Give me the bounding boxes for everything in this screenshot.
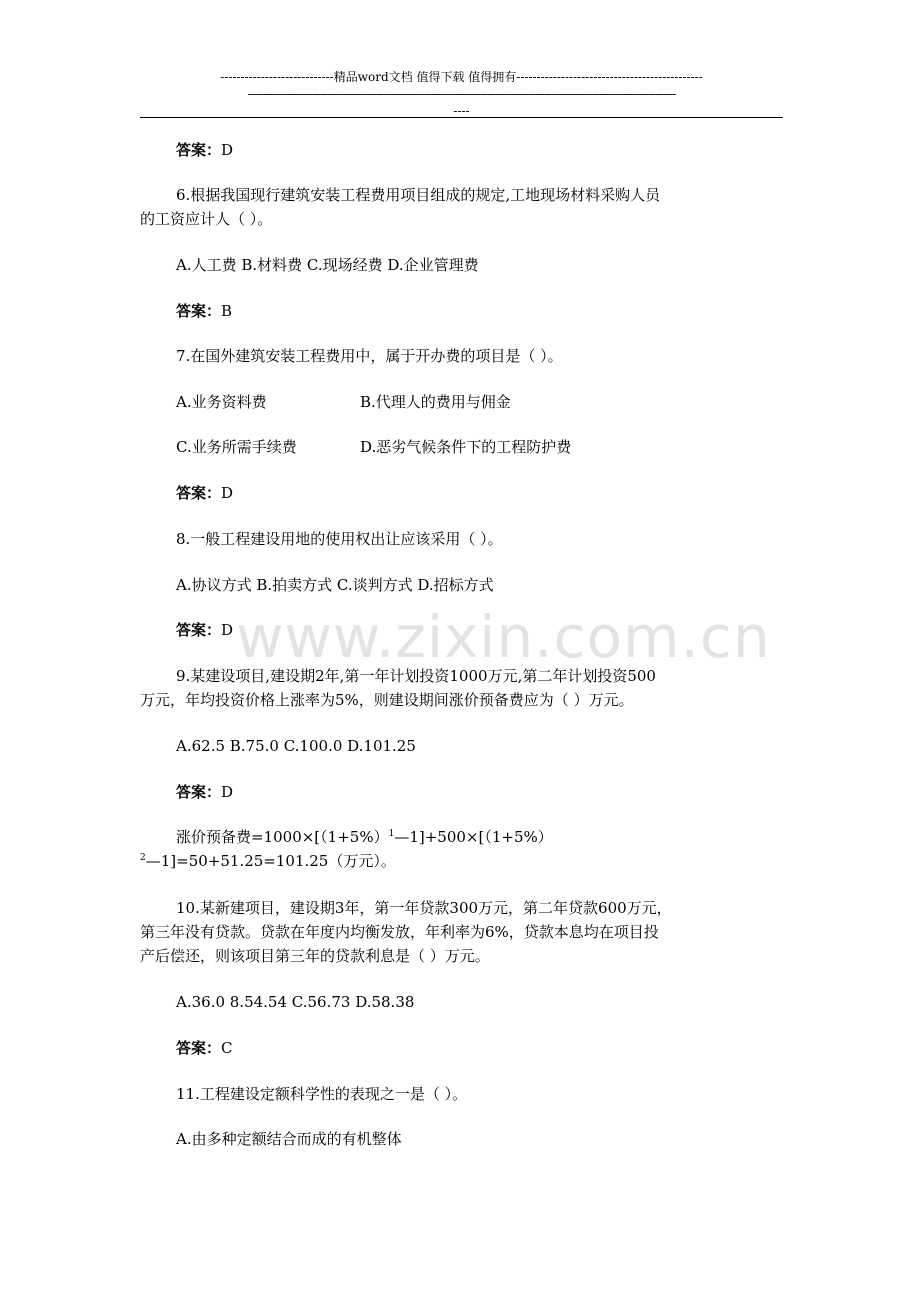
- question-10-line-2: 第三年没有贷款。贷款在年度内均衡发放，年利率为6%，贷款本息均在项目投: [140, 923, 659, 941]
- question-6-line-1: 6.根据我国现行建筑安装工程费用项目组成的规定,工地现场材料采购人员: [176, 186, 661, 204]
- question-7-line-1: 7.在国外建筑安装工程费用中，属于开办费的项目是（ ）。: [176, 347, 563, 365]
- answer-7: 答案：D: [176, 484, 234, 502]
- question-8-options: A.协议方式 B.拍卖方式 C.谈判方式 D.招标方式: [176, 576, 494, 594]
- answer-5: 答案：D: [176, 141, 234, 159]
- question-6-options: A.人工费 B.材料费 C.现场经费 D.企业管理费: [176, 256, 479, 274]
- question-11-line-1: 11.工程建设定额科学性的表现之一是（ ）。: [176, 1085, 468, 1103]
- question-9-line-2: 万元，年均投资价格上涨率为5%，则建设期间涨价预备费应为（ ）万元。: [140, 691, 634, 709]
- question-6-line-2: 的工资应计人（ ）。: [140, 210, 273, 228]
- header-line-2: --------------------------------------------------------------------------------------------------------------------------------------------: [247, 87, 676, 101]
- question-7-option-a: A.业务资料费: [176, 393, 267, 411]
- question-10-line-3: 产后偿还，则该项目第三年的贷款利息是（ ）万元。: [140, 947, 490, 965]
- answer-9: 答案：D: [176, 783, 234, 801]
- question-10-line-1: 10.某新建项目，建设期3年，第一年贷款300万元，第二年贷款600万元，: [176, 899, 672, 917]
- answer-6: 答案：B: [176, 302, 233, 320]
- question-9-line-1: 9.某建设项目,建设期2年,第一年计划投资1000万元,第二年计划投资500: [176, 667, 656, 685]
- question-8-line-1: 8.一般工程建设用地的使用权出让应该采用（ ）。: [176, 530, 503, 548]
- calculation-line-1: 涨价预备费$=1000\times[(1+5\%)^1—1]+500\times[(1+5\%)$: [176, 828, 553, 846]
- header-line-1: ----------------------------精品word文档 值得下载 值得拥有----------------------------------------------: [220, 70, 703, 84]
- header-rule: [140, 117, 783, 118]
- answer-8: 答案：D: [176, 621, 234, 639]
- watermark: www.zixin.com.cn: [236, 603, 771, 671]
- answer-10: 答案：C: [176, 1039, 233, 1057]
- question-7-option-b: B.代理人的费用与佣金: [360, 393, 511, 411]
- header-line-3: ----: [453, 104, 470, 118]
- question-11-option-a: A.由多种定额结合而成的有机整体: [176, 1130, 402, 1148]
- question-9-options: A.62.5 B.75.0 C.100.0 D.101.25: [176, 737, 416, 755]
- calculation-line-2: $^2$—1]=50+51.25=101.25（万元）。: [140, 852, 396, 870]
- question-10-options: A.36.0 8.54.54 C.56.73 D.58.38: [176, 993, 415, 1011]
- question-7-option-d: D.恶劣气候条件下的工程防护费: [360, 438, 572, 456]
- question-7-option-c: C.业务所需手续费: [176, 438, 297, 456]
